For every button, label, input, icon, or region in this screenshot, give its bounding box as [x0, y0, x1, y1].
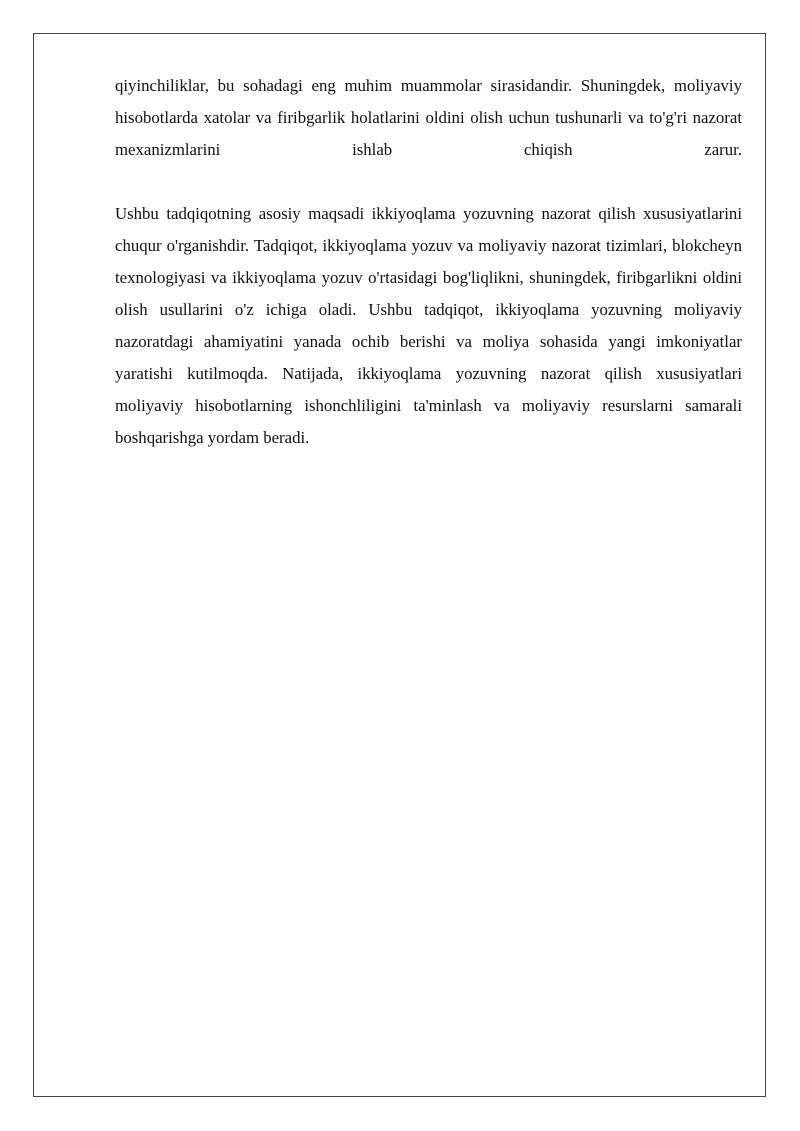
paragraph-2: Ushbu tadqiqotning asosiy maqsadi ikkiyoqlama yozuvning nazorat qilish xususiyatlarini chuqur o'rganishdir. Tadqiqot, ikkiyoqlama yozuv va moliyaviy nazorat tizimlari, blokcheyn texnologiyasi va ikkiyoqlama yozuv o'rtasidagi bog'liqlikni, shuningdek, firibgarlikni oldini olish usullarini o'z ichiga oladi. Ushbu tadqiqot, ikkiyoqlama yozuvning moliyaviy nazoratdagi ahamiyatini yanada ochib berishi va moliya sohasida yangi imkoniyatlar yaratishi kutilmoqda. Natijada, ikkiyoqlama yozuvning nazorat qilish xususiyatlari moliyaviy hisobotlarning ishonchliligini ta'minlash va moliyaviy resurslarni samarali boshqarishga yordam beradi. — [115, 204, 742, 447]
document-body — [115, 70, 742, 454]
paragraph-1: qiyinchiliklar, bu sohadagi eng muhim muammolar sirasidandir. Shuningdek, moliyaviy hisobotlarda xatolar va firibgarlik holatlarini oldini olish uchun tushunarli va to'g'ri nazorat mexanizmlarini ishlab chiqish zarur. — [115, 76, 742, 159]
